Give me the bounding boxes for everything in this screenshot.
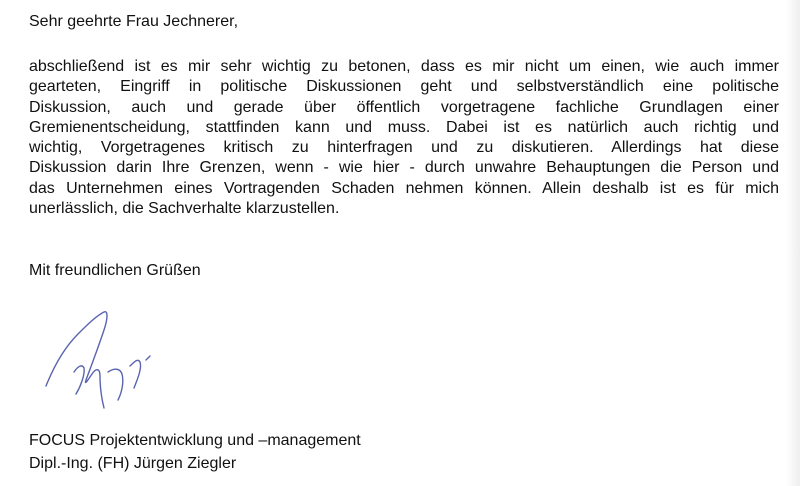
body-line: abschließend ist es mir sehr wichtig zu betonen, dass es mir nicht um einen, wie auch immer <box>29 58 779 75</box>
signer-name: Dipl.-Ing. (FH) Jürgen Ziegler <box>29 455 237 472</box>
body-line: Diskussion darin Ihre Grenzen, wenn - wie hier - durch unwahre Behauptungen die Person und <box>29 159 779 177</box>
handwritten-signature <box>34 296 164 422</box>
body-line: das Unternehmen eines Vortragenden Schaden nehmen können. Allein deshalb ist es für mich <box>29 179 779 197</box>
body-line: wichtig, Vorgetragenes kritisch zu hinterfragen und zu diskutieren. Allerdings hat diese <box>29 139 779 157</box>
letter-body <box>29 57 779 219</box>
company-name: FOCUS Projektentwicklung und –management <box>29 432 361 449</box>
body-line: unerlässlich, die Sachverhalte klarzustellen. <box>29 200 340 218</box>
body-line: gearteten, Eingriff in politische Diskussionen geht und selbstverständlich eine politische <box>29 78 779 96</box>
closing: Mit freundlichen Grüßen <box>29 262 201 279</box>
body-line: Gremienentscheidung, stattfinden kann und muss. Dabei ist es natürlich auch richtig und <box>29 118 779 136</box>
page-edge-shadow <box>786 0 800 486</box>
salutation: Sehr geehrte Frau Jechnerer, <box>29 13 239 30</box>
letter <box>29 0 779 486</box>
body-line: Diskussion, auch und gerade über öffentlich vorgetragene fachliche Grundlagen einer <box>29 98 779 116</box>
